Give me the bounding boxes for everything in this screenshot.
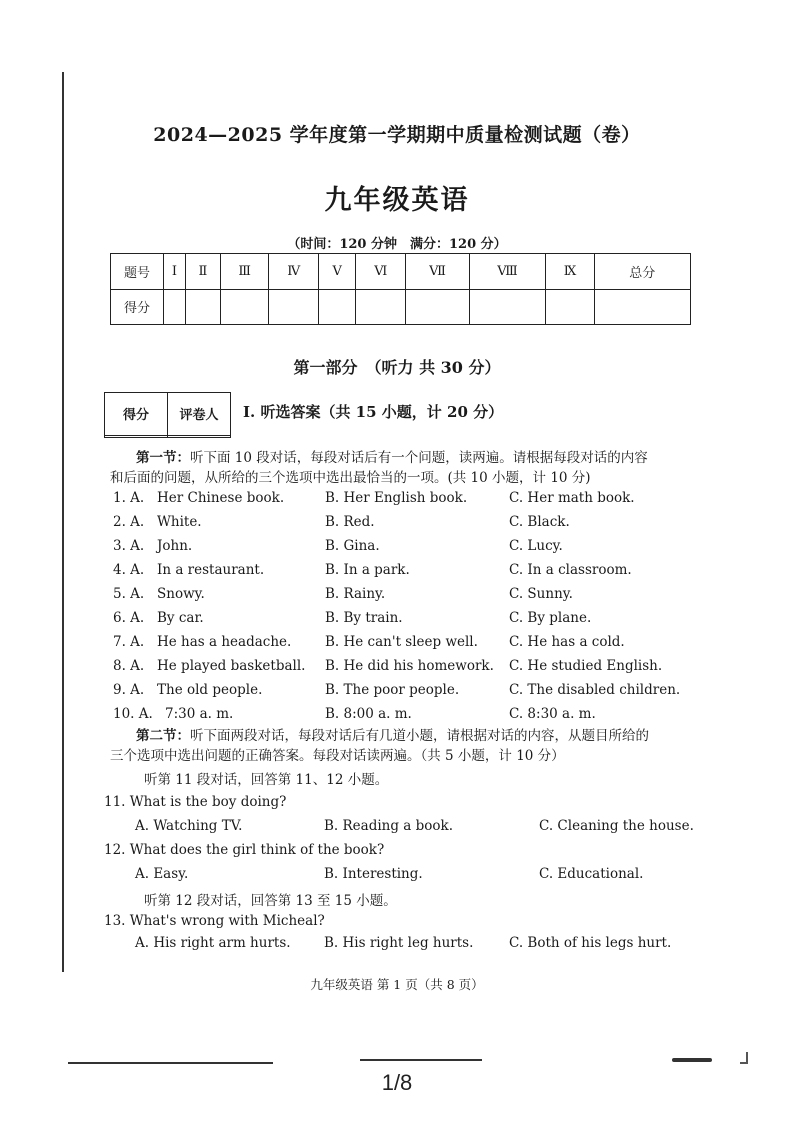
- question-row: [0, 658, 794, 680]
- score-blank-cell[interactable]: [269, 289, 319, 325]
- question-number: 4. A.: [113, 562, 145, 578]
- section-2-text-2: 三个选项中选出问题的正确答案。每段对话读两遍。（共 5 小题，计 10 分）: [110, 748, 565, 764]
- scan-rule-right: [672, 1058, 712, 1062]
- scan-rule-left: [68, 1062, 273, 1064]
- option-b[interactable]: B. Rainy.: [325, 586, 386, 602]
- question-row: [0, 706, 794, 728]
- score-table-header-row: [111, 254, 691, 290]
- question-number: 10. A.: [113, 706, 153, 722]
- grader-name-blank[interactable]: [168, 435, 231, 437]
- question-number: 2. A.: [113, 514, 145, 530]
- option-b[interactable]: B. By train.: [325, 610, 403, 626]
- option-b[interactable]: B. He did his homework.: [325, 658, 494, 674]
- score-cell: Ⅱ: [185, 254, 220, 290]
- time-info: （时间：120 分钟 满分：120 分）: [287, 237, 507, 252]
- option-b[interactable]: B. 8:00 a. m.: [325, 706, 412, 722]
- question-number: 1. A.: [113, 490, 145, 506]
- question-number: 6. A.: [113, 610, 145, 626]
- option-a[interactable]: Snowy.: [157, 586, 205, 602]
- question-number: 5. A.: [113, 586, 145, 602]
- question-13: 13. What's wrong with Micheal?: [104, 913, 325, 929]
- question-number: 7. A.: [113, 634, 145, 650]
- question-11-options: [0, 818, 794, 840]
- option-b[interactable]: B. His right leg hurts.: [324, 935, 474, 951]
- question-12-options: [0, 866, 794, 888]
- option-a[interactable]: He played basketball.: [157, 658, 306, 674]
- score-cell: Ⅳ: [269, 254, 319, 290]
- question-row: [0, 586, 794, 608]
- option-c[interactable]: C. The disabled children.: [509, 682, 681, 698]
- option-c[interactable]: C. By plane.: [509, 610, 592, 626]
- option-a[interactable]: A. Easy.: [135, 866, 189, 882]
- question-row: [0, 634, 794, 656]
- page-footer: 九年级英语 第 1 页（共 8 页）: [310, 977, 484, 992]
- section-2-instructions: [110, 726, 710, 766]
- question-13-options: [0, 935, 794, 957]
- score-cell: Ⅲ: [220, 254, 268, 290]
- question-row: [0, 538, 794, 560]
- grader-name-label: 评卷人: [168, 393, 231, 436]
- score-cell: Ⅶ: [406, 254, 469, 290]
- subject-title: 九年级英语: [324, 185, 470, 216]
- question-row: [0, 562, 794, 584]
- question-row: [0, 514, 794, 536]
- option-b[interactable]: B. The poor people.: [325, 682, 460, 698]
- option-c[interactable]: C. Cleaning the house.: [539, 818, 694, 834]
- option-a[interactable]: John.: [157, 538, 193, 554]
- grader-box: [104, 392, 231, 438]
- option-a[interactable]: By car.: [157, 610, 204, 626]
- grader-score-blank[interactable]: [105, 435, 168, 437]
- score-blank-cell[interactable]: [185, 289, 220, 325]
- score-blank-cell[interactable]: [594, 289, 690, 325]
- option-a[interactable]: White.: [157, 514, 202, 530]
- section-one-title: I. 听选答案（共 15 小题，计 20 分）: [243, 403, 504, 421]
- score-cell: 题号: [111, 254, 164, 290]
- option-c[interactable]: C. Lucy.: [509, 538, 563, 554]
- question-row: [0, 490, 794, 512]
- score-blank-cell[interactable]: [469, 289, 546, 325]
- section-1-instructions: [110, 448, 710, 488]
- option-c[interactable]: C. He studied English.: [509, 658, 663, 674]
- score-table: [110, 253, 691, 325]
- score-blank-cell[interactable]: [319, 289, 356, 325]
- score-blank-cell[interactable]: [164, 289, 186, 325]
- question-number: 8. A.: [113, 658, 145, 674]
- corner-mark: [740, 1052, 748, 1064]
- option-a[interactable]: He has a headache.: [157, 634, 292, 650]
- score-cell: Ⅰ: [164, 254, 186, 290]
- grader-score-label: 得分: [105, 393, 168, 436]
- score-cell: 总分: [594, 254, 690, 290]
- option-b[interactable]: B. Reading a book.: [324, 818, 454, 834]
- option-a[interactable]: The old people.: [157, 682, 263, 698]
- section-1-text-2: 和后面的问题，从所给的三个选项中选出最恰当的一项。(共 10 小题，计 10 分): [110, 470, 591, 486]
- option-b[interactable]: B. In a park.: [325, 562, 410, 578]
- question-row: [0, 610, 794, 632]
- score-cell: Ⅵ: [356, 254, 406, 290]
- dialog-12-instruction: 听第 12 段对话，回答第 13 至 15 小题。: [144, 893, 397, 909]
- option-c[interactable]: C. In a classroom.: [509, 562, 632, 578]
- option-c[interactable]: C. 8:30 a. m.: [509, 706, 596, 722]
- option-c[interactable]: C. Sunny.: [509, 586, 573, 602]
- question-11: 11. What is the boy doing?: [104, 794, 287, 810]
- score-blank-cell[interactable]: [406, 289, 469, 325]
- score-blank-cell[interactable]: [356, 289, 406, 325]
- option-c[interactable]: C. He has a cold.: [509, 634, 625, 650]
- question-number: 3. A.: [113, 538, 145, 554]
- option-a[interactable]: A. Watching TV.: [135, 818, 243, 834]
- option-a[interactable]: 7:30 a. m.: [165, 706, 234, 722]
- page-indicator: 1/8: [381, 1070, 413, 1095]
- section-2-label: 第二节：: [136, 728, 190, 744]
- option-c[interactable]: C. Educational.: [539, 866, 644, 882]
- score-cell: Ⅸ: [546, 254, 594, 290]
- option-b[interactable]: B. Gina.: [325, 538, 380, 554]
- option-c[interactable]: C. Both of his legs hurt.: [509, 935, 672, 951]
- option-c[interactable]: C. Black.: [509, 514, 570, 530]
- option-a[interactable]: A. His right arm hurts.: [135, 935, 291, 951]
- score-cell: Ⅷ: [469, 254, 546, 290]
- section-2-text-1: 听下面两段对话，每段对话后有几道小题，请根据对话的内容，从题目所给的: [190, 728, 649, 744]
- option-b[interactable]: B. Red.: [325, 514, 375, 530]
- section-1-label: 第一节：: [136, 450, 190, 466]
- score-blank-cell[interactable]: [546, 289, 594, 325]
- question-12: 12. What does the girl think of the book?: [104, 842, 385, 858]
- score-cell: Ⅴ: [319, 254, 356, 290]
- option-a[interactable]: In a restaurant.: [157, 562, 265, 578]
- score-blank-cell[interactable]: [220, 289, 268, 325]
- score-table-score-row: [111, 289, 691, 325]
- option-c[interactable]: C. Her math book.: [509, 490, 635, 506]
- question-row: [0, 682, 794, 704]
- dialog-11-instruction: 听第 11 段对话，回答第 11、12 小题。: [144, 772, 389, 788]
- option-b[interactable]: B. Interesting.: [324, 866, 423, 882]
- option-b[interactable]: B. Her English book.: [325, 490, 468, 506]
- section-1-text-1: 听下面 10 段对话，每段对话后有一个问题，读两遍。请根据每段对话的内容: [190, 450, 648, 466]
- option-b[interactable]: B. He can't sleep well.: [325, 634, 478, 650]
- option-a[interactable]: Her Chinese book.: [157, 490, 285, 506]
- scan-rule-middle: [360, 1059, 482, 1061]
- question-number: 9. A.: [113, 682, 145, 698]
- part-one-title: 第一部分 （听力 共 30 分）: [293, 358, 501, 377]
- exam-title: 2024—2025 学年度第一学期期中质量检测试题（卷）: [153, 124, 641, 146]
- score-row-label: 得分: [111, 289, 164, 325]
